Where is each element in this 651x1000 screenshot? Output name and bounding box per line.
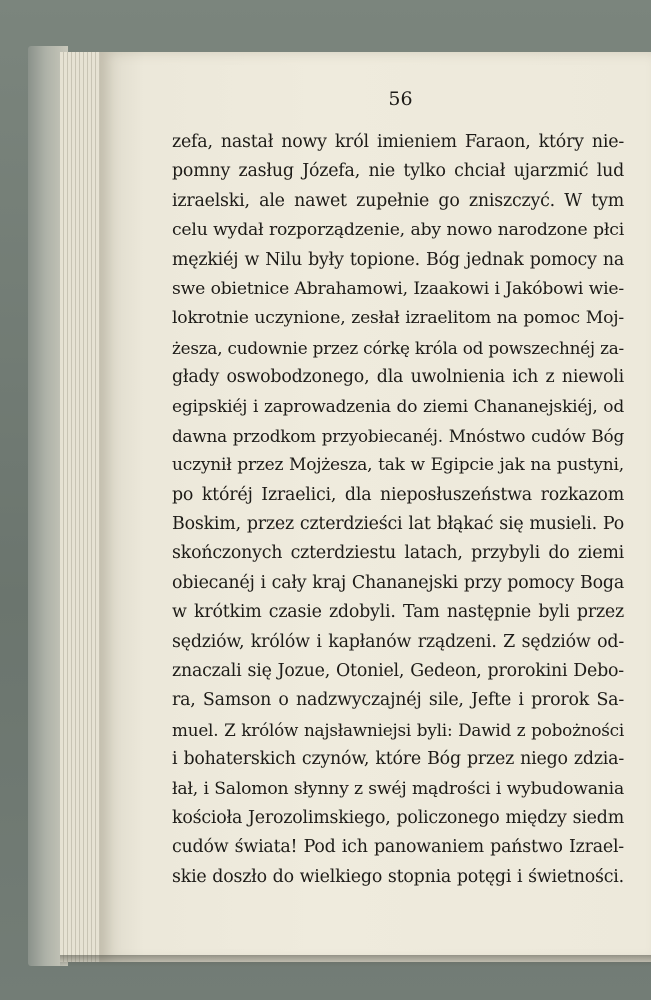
text-line: żesza, cudownie przez córkę króla od powszechnéj za- — [172, 337, 624, 358]
text-line: lokrotnie uczynione, zesłał izraelitom na pomoc Moj- — [172, 308, 624, 329]
text-line: pomny zasług Józefa, nie tylko chciał ujarzmić lud — [172, 161, 624, 182]
text-line: ra, Samson o nadzwyczajnéj sile, Jefte i prorok Sa- — [172, 690, 624, 711]
page-shadow — [60, 955, 651, 967]
text-line: zefa, nastał nowy król imieniem Faraon, który nie- — [172, 132, 624, 152]
text-line: skie doszło do wielkiego stopnia potęgi i świetności. — [172, 866, 624, 887]
text-line: celu wydał rozporządzenie, aby nowo narodzone płci — [172, 220, 624, 241]
text-line: egipskiéj i zaprowadzenia do ziemi Chananejskiéj, od — [172, 396, 624, 417]
text-line: izraelski, ale nawet zupełnie go zniszczyć. W tym — [172, 190, 624, 211]
text-line: po któréj Izraelici, dla nieposłuszeństwa rozkazom — [172, 484, 624, 505]
text-line: łał, i Salomon słynny z swéj mądrości i wybudowania — [172, 778, 624, 799]
text-line: muel. Z królów najsławniejsi byli: Dawid z pobożności — [172, 719, 624, 740]
text-line: cudów świata! Pod ich panowaniem państwo Izrael- — [172, 837, 624, 858]
text-line: Boskim, przez czterdzieści lat błąkać się musieli. Po — [172, 514, 624, 535]
text-line: kościoła Jerozolimskiego, policzonego między siedm — [172, 807, 624, 828]
body-text — [172, 128, 624, 892]
text-line: dawna przodkom przyobiecanéj. Mnóstwo cudów Bóg — [172, 425, 624, 446]
text-line: i bohaterskich czynów, które Bóg przez niego zdzia- — [172, 749, 624, 770]
text-line: swe obietnice Abrahamowi, Izaakowi i Jakóbowi wie- — [172, 278, 624, 299]
text-line: głady oswobodzonego, dla uwolnienia ich z niewoli — [172, 367, 624, 388]
text-line: w krótkim czasie zdobyli. Tam następnie byli przez — [172, 602, 624, 623]
text-line: uczynił przez Mojżesza, tak w Egipcie jak na pustyni, — [172, 455, 624, 476]
page-number: 56 — [388, 88, 413, 110]
text-line: skończonych czterdziestu latach, przybyli do ziemi — [172, 543, 624, 564]
text-line: sędziów, królów i kapłanów rządzeni. Z sędziów od- — [172, 631, 624, 652]
text-line: obiecanéj i cały kraj Chananejski przy pomocy Boga — [172, 572, 624, 593]
text-line: męzkiéj w Nilu były topione. Bóg jednak pomocy na — [172, 249, 624, 270]
text-line: znaczali się Jozue, Otoniel, Gedeon, prorokini Debo- — [172, 661, 624, 682]
